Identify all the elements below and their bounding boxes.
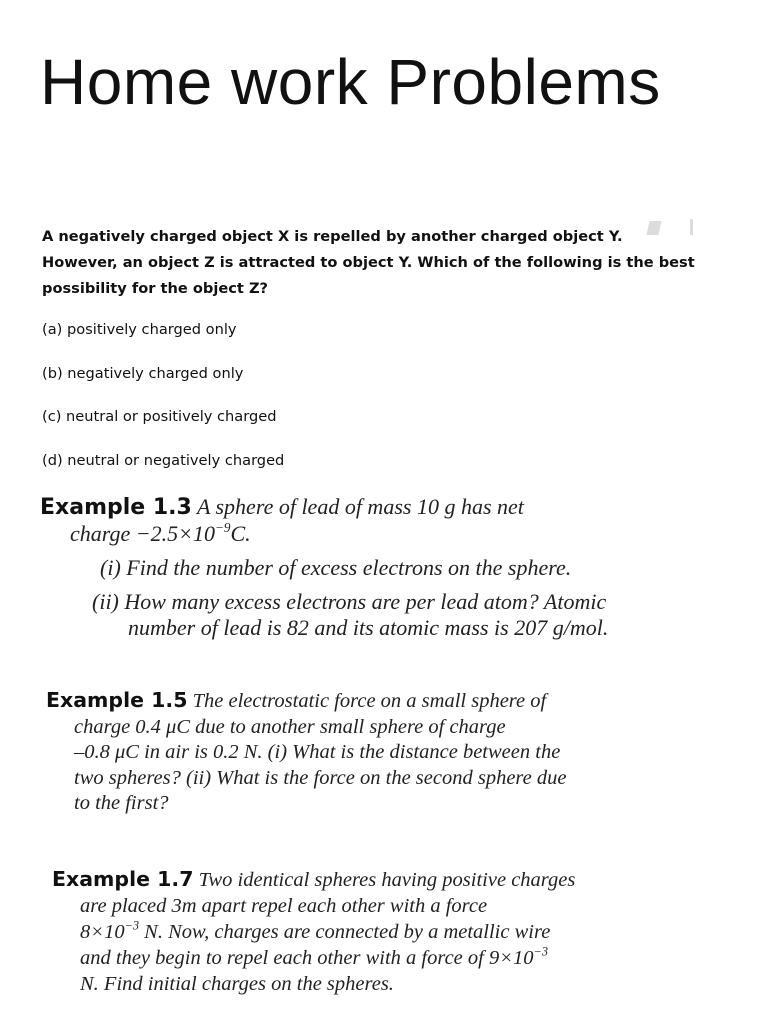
- example-1-3-charge: charge −2.5×10: [70, 521, 215, 546]
- example-1-7-line-5: N. Find initial charges on the spheres.: [80, 973, 394, 995]
- example-1-3-part-ii-2: number of lead is 82 and its atomic mass is 207 g/mol.: [128, 615, 609, 640]
- example-1-7-label: Example 1.7: [52, 867, 194, 891]
- example-1-7-text-3: N. Now, charges are connected by a metallic wire: [139, 921, 551, 943]
- example-1-3-charge-exponent: −9: [214, 519, 231, 535]
- example-1-5-line-1: [46, 688, 566, 715]
- mcq-question: [42, 224, 722, 469]
- example-1-5-line-4: two spheres? (ii) What is the force on the second sphere due: [74, 766, 567, 789]
- example-1-3-part-i: (i) Find the number of excess electrons on the sphere.: [100, 555, 572, 580]
- example-1-7-force-1-exponent: −3: [124, 918, 140, 933]
- option-a: (a) positively charged only: [42, 321, 237, 338]
- question-line-2: However, an object Z is attracted to object Y. Which of the following is the best: [42, 254, 695, 271]
- example-1-3-line-1: [40, 494, 608, 521]
- example-1-7-line-2: are placed 3m apart repel each other with a force: [80, 895, 488, 917]
- question-line-3: possibility for the object Z?: [42, 280, 268, 297]
- scan-mark-right: [690, 219, 693, 235]
- example-1-5-label: Example 1.5: [46, 688, 188, 712]
- page-title: Home work Problems: [40, 46, 661, 118]
- example-1-7-force-1: 8×10: [80, 921, 125, 943]
- option-b: (b) negatively charged only: [42, 365, 244, 382]
- option-c: (c) neutral or positively charged: [42, 408, 277, 425]
- question-stem: [42, 224, 722, 302]
- example-1-7-force-2: and they begin to repel each other with a force of 9×10: [80, 947, 534, 969]
- example-1-7: [52, 866, 575, 997]
- example-1-5-line-5: to the first?: [74, 792, 169, 814]
- example-1-5-text-1: The electrostatic force on a small sphere of: [192, 690, 547, 712]
- option-d: (d) neutral or negatively charged: [42, 452, 285, 469]
- example-1-5-line-3: –0.8 μC in air is 0.2 N. (i) What is the distance between the: [74, 741, 561, 763]
- example-1-5: [46, 688, 566, 817]
- example-1-7-force-2-exponent: −3: [533, 944, 548, 959]
- example-1-3-line-2: [40, 521, 608, 547]
- example-1-3-part-ii-1: (ii) How many excess electrons are per lead atom? Atomic: [92, 589, 607, 614]
- example-1-7-line-4: [52, 945, 575, 971]
- question-line-1: A negatively charged object X is repelled by another charged object Y.: [42, 228, 623, 245]
- example-1-7-line-3: [52, 919, 575, 945]
- example-1-3-text-1: A sphere of lead of mass 10 g has net: [196, 494, 524, 519]
- example-1-3-charge-unit: C.: [230, 521, 251, 546]
- example-1-5-line-2: charge 0.4 μC due to another small sphere of charge: [74, 715, 506, 738]
- example-1-3: [40, 494, 608, 641]
- example-1-7-line-1: [52, 866, 575, 893]
- example-1-3-label: Example 1.3: [40, 495, 192, 520]
- example-1-7-text-1: Two identical spheres having positive charges: [198, 869, 576, 891]
